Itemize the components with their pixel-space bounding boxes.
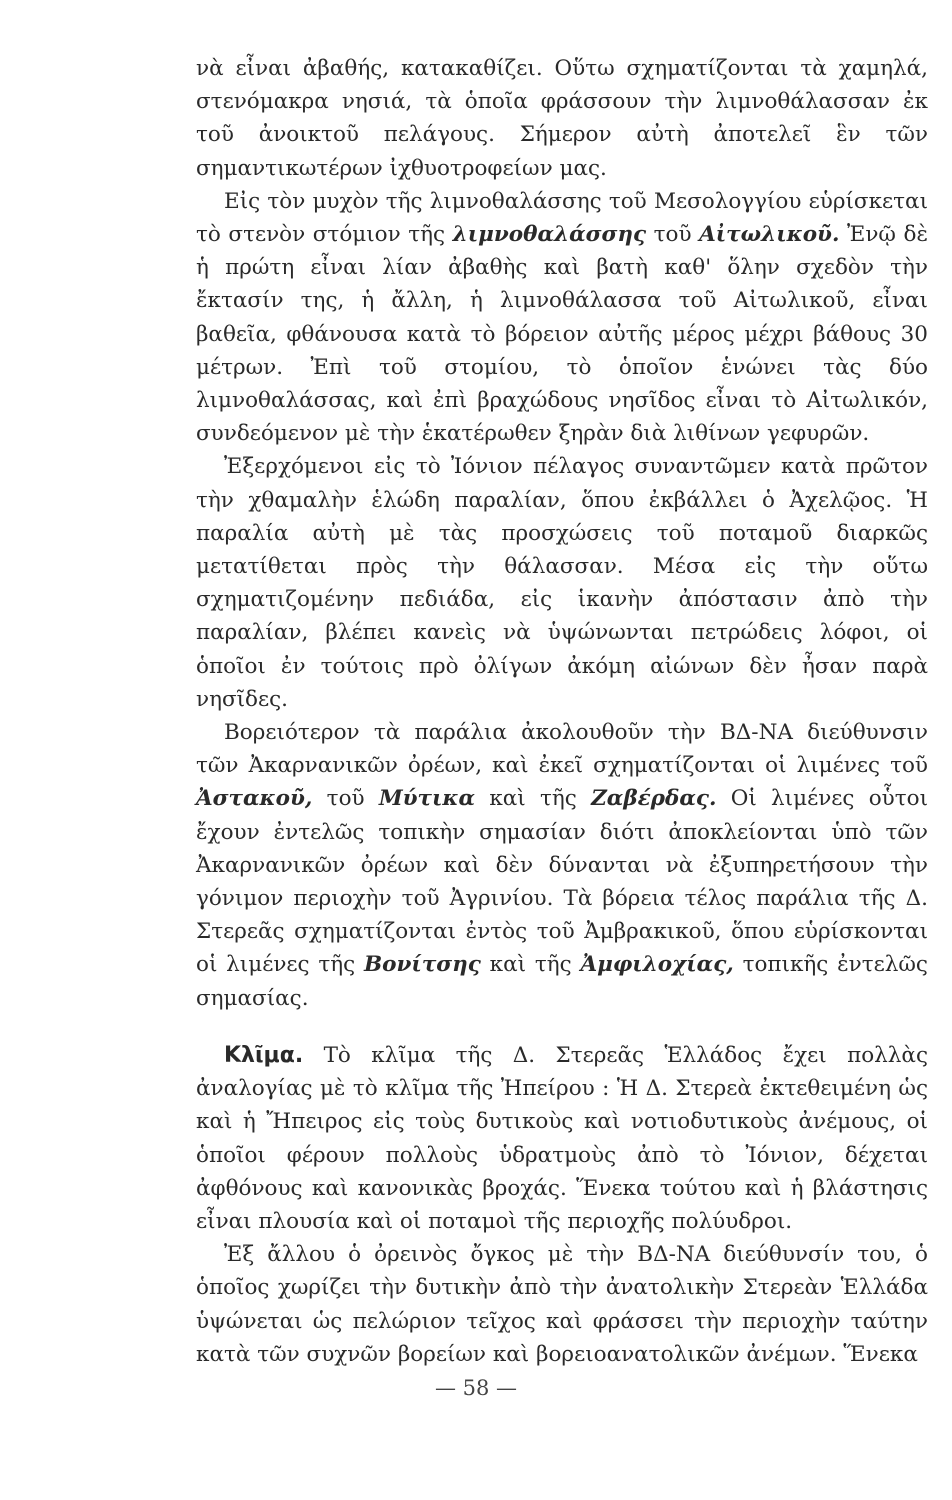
section-gap: [196, 1015, 928, 1039]
term-mytika: Μύτικα: [378, 786, 476, 812]
paragraph-6: Ἐξ ἄλλου ὁ ὀρεινὸς ὄγκος μὲ τὴν ΒΔ-ΝΑ διεύθυνσίν του, ὁ ὁποῖος χωρίζει τὴν δυτικὴν ἀπὸ τὴν ἀνατολικὴν Στερεὰν Ἑλλάδα ὑψώνεται ὡς πελώριον τεῖχος καὶ φράσσει τὴν περιοχὴν ταύτην κατὰ τῶν συχνῶν βορείων καὶ βορειοανατολικῶν ἀνέμων. Ἕνεκα: [196, 1242, 928, 1367]
paragraph-5: Κλῖμα. Τὸ κλῖμα τῆς Δ. Στερεᾶς Ἑλλάδος ἔχει πολλὰς ἀναλογίας μὲ τὸ κλῖμα τῆς Ἠπείρου : Ἡ Δ. Στερεὰ ἐκτεθειμένη ὡς καὶ ἡ Ἤπειρος εἰς τοὺς δυτικοὺς καὶ νοτιοδυτικοὺς ἀνέμους, οἱ ὁποῖοι φέρουν πολλοὺς ὑδρατμοὺς ἀπὸ τὸ Ἰόνιον, δέχεται ἀφθόνους καὶ κανονικὰς βροχάς. Ἕνεκα τούτου καὶ ἡ βλάστησις εἶναι πλουσία καὶ οἱ ποταμοὶ τῆς περιοχῆς πολύυδροι.: [196, 1042, 928, 1234]
term-astakou: Ἀστακοῦ,: [196, 786, 313, 812]
paragraph-3: Ἐξερχόμενοι εἰς τὸ Ἰόνιον πέλαγος συναντῶμεν κατὰ πρῶτον τὴν χθαμαλὴν ἑλώδη παραλίαν, ὅπου ἐκβάλλει ὁ Ἀχελῷος. Ἡ παραλία αὐτὴ μὲ τὰς προσχώσεις τοῦ ποταμοῦ διαρκῶς μετατίθεται πρὸς τὴν θάλασσαν. Μέσα εἰς τὴν οὕτω σχηματιζομένην πεδιάδα, εἰς ἱκανὴν ἀπόστασιν ἀπὸ τὴν παραλίαν, βλέπει κανεὶς νὰ ὑψώνωνται πετρώδεις λόφοι, οἱ ὁποῖοι ἐν τούτοις πρὸ ὀλίγων ἀκόμη αἰώνων δὲν ἦσαν παρὰ νησῖδες.: [196, 454, 928, 712]
page-body: [196, 52, 928, 1371]
term-amfilochias: Ἀμφιλοχίας,: [580, 952, 734, 978]
term-limnothalassis: λιμνοθαλάσσης: [452, 222, 647, 248]
paragraph-1: νὰ εἶναι ἀβαθής, κατακαθίζει. Οὕτω σχηματίζονται τὰ χαμηλά, στενόμακρα νησιά, τὰ ὁποῖα φράσσουν τὴν λιμνοθάλασσαν ἐκ τοῦ ἀνοικτοῦ πελάγους. Σήμερον αὐτὴ ἀποτελεῖ ἓν τῶν σημαντικωτέρων ἰχθυοτροφείων μας.: [196, 56, 928, 181]
term-zaverdas: Ζαβέρδας.: [591, 786, 717, 812]
term-vonitsis: Βονίτσης: [363, 952, 481, 978]
paragraph-2: Εἰς τὸν μυχὸν τῆς λιμνοθαλάσσης τοῦ Μεσολογγίου εὑρίσκεται τὸ στενὸν στόμιον τῆς λιμνοθαλάσσης τοῦ Αἰτωλικοῦ. Ἐνῷ δὲ ἡ πρώτη εἶναι λίαν ἀβαθὴς καὶ βατὴ καθ' ὅλην σχεδὸν τὴν ἔκτασίν της, ἡ ἄλλη, ἡ λιμνοθάλασσα τοῦ Αἰτωλικοῦ, εἶναι βαθεῖα, φθάνουσα κατὰ τὸ βόρειον αὐτῆς μέρος μέχρι βάθους 30 μέτρων. Ἐπὶ τοῦ στομίου, τὸ ὁποῖον ἑνώνει τὰς δύο λιμνοθαλάσσας, καὶ ἐπὶ βραχώδους νησῖδος εἶναι τὸ Αἰτωλικόν, συνδεόμενον μὲ τὴν ἑκατέρωθεν ξηρὰν διὰ λιθίνων γεφυρῶν.: [196, 188, 929, 447]
paragraph-4: Βορειότερον τὰ παράλια ἀκολουθοῦν τὴν ΒΔ-ΝΑ διεύθυνσιν τῶν Ἀκαρνανικῶν ὀρέων, καὶ ἐκεῖ σχηματίζονται οἱ λιμένες τοῦ Ἀστακοῦ, τοῦ Μύτικα καὶ τῆς Ζαβέρδας. Οἱ λιμένες οὗτοι ἔχουν ἐντελῶς τοπικὴν σημασίαν διότι ἀποκλείονται ὑπὸ τῶν Ἀκαρνανικῶν ὀρέων καὶ δὲν δύνανται νὰ ἐξυπηρετήσουν τὴν γόνιμον περιοχὴν τοῦ Ἀγρινίου. Τὰ βόρεια τέλος παράλια τῆς Δ. Στερεᾶς σχηματίζονται ἐντὸς τοῦ Ἀμβρακικοῦ, ὅπου εὑρίσκονται οἱ λιμένες τῆς Βονίτσης καὶ τῆς Ἀμφιλοχίας, τοπικῆς ἐντελῶς σημασίας.: [196, 720, 928, 1011]
page-number: — 58 —: [434, 1376, 518, 1400]
section-heading-klima: Κλῖμα.: [224, 1042, 304, 1068]
term-aitolikou: Αἰτωλικοῦ.: [699, 222, 840, 248]
